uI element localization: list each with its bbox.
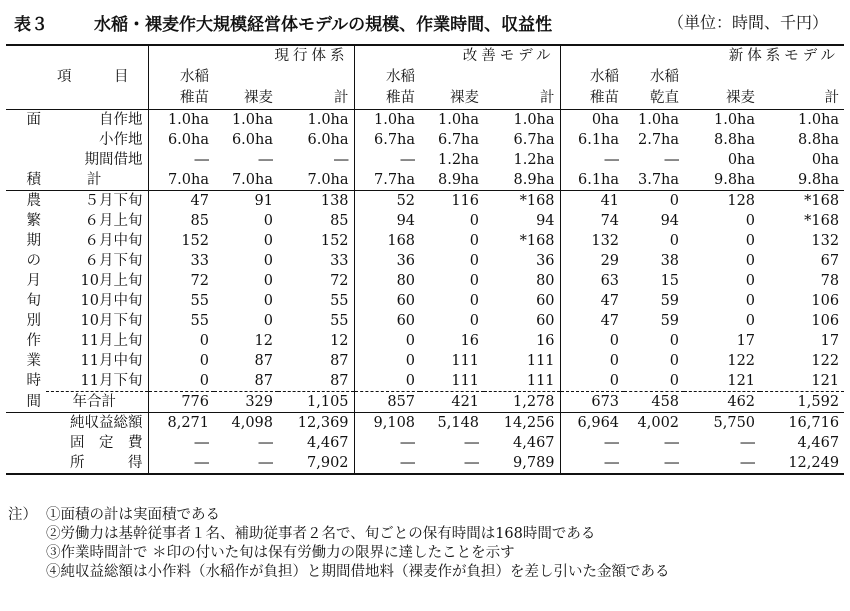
value-cell: 87 — [254, 353, 273, 369]
value-cell: 0 — [263, 213, 273, 229]
category-cell: 農 — [26, 193, 41, 209]
value-cell: 458 — [624, 392, 684, 413]
value-cell: 0 — [745, 233, 756, 249]
value-cell: 36 — [536, 253, 555, 269]
row-label: 10月上旬 — [46, 271, 148, 291]
row-label: 計 — [46, 170, 148, 191]
row-label: ６月中旬 — [46, 231, 148, 251]
value-cell: 0 — [560, 331, 624, 351]
value-cell: 87 — [330, 353, 349, 369]
crop-header-top: 水稲 — [560, 67, 624, 88]
work-hours-row — [6, 271, 844, 291]
value-cell: 1.0ha — [231, 112, 273, 128]
value-cell: 59 — [660, 313, 680, 329]
value-cell: ― — [560, 453, 624, 474]
value-cell: 132 — [811, 233, 840, 249]
value-cell: *168 — [804, 193, 840, 209]
work-hours-row — [6, 311, 844, 331]
work-hours-row — [6, 251, 844, 271]
value-cell: 111 — [526, 373, 555, 389]
value-cell: 80 — [536, 273, 555, 289]
note-4: ④純収益総額は小作料（水稲作が負担）と期間借地料（裸麦作が負担）を差し引いた金額である — [46, 564, 670, 580]
value-cell: 85 — [190, 213, 209, 229]
value-cell: 6.0ha — [231, 132, 273, 148]
value-cell: *168 — [519, 193, 555, 209]
value-cell: 52 — [354, 191, 420, 212]
value-cell: 38 — [660, 253, 680, 269]
value-cell: 7.0ha — [148, 170, 214, 191]
value-cell: 47 — [560, 291, 624, 311]
crop-header-top: 水稲 — [650, 69, 680, 85]
value-cell: 0 — [263, 313, 273, 329]
value-cell: 329 — [214, 392, 278, 413]
value-cell: 55 — [330, 293, 349, 309]
value-cell: 7,902 — [278, 453, 354, 474]
value-cell: 4,002 — [637, 415, 680, 431]
value-cell: 85 — [330, 213, 349, 229]
value-cell: 60 — [354, 311, 420, 331]
value-cell: 16 — [536, 333, 555, 349]
value-cell: ― — [258, 435, 273, 451]
area-row — [6, 130, 844, 150]
note-3: ③作業時間計で ＊印の付いた旬は保有労働力の限界に達したことを示す — [46, 545, 515, 561]
item-header: 項 目 — [6, 45, 148, 110]
work-hours-row — [6, 231, 844, 251]
work-hours-row — [6, 191, 844, 212]
row-label: ６月上旬 — [46, 211, 148, 231]
value-cell: 47 — [560, 311, 624, 331]
value-cell: 116 — [451, 193, 480, 209]
value-cell: ― — [258, 152, 273, 168]
row-label: 11月中旬 — [46, 351, 148, 371]
value-cell: 12 — [330, 333, 349, 349]
area-row — [6, 150, 844, 170]
value-cell: 9.8ha — [684, 170, 760, 191]
value-cell: ― — [194, 152, 209, 168]
value-cell: 17 — [820, 333, 840, 349]
value-cell: 111 — [526, 353, 555, 369]
income-row — [6, 453, 844, 474]
value-cell: 87 — [254, 373, 273, 389]
header-row-1 — [6, 45, 844, 67]
value-cell: 1.0ha — [513, 112, 555, 128]
value-cell: 15 — [660, 273, 680, 289]
income-row — [6, 433, 844, 453]
value-cell: 9.8ha — [760, 170, 844, 191]
category-cell: 間 — [6, 392, 46, 413]
row-label: 固 定 費 — [6, 433, 148, 453]
value-cell: 8.9ha — [484, 170, 560, 191]
value-cell: 1.2ha — [513, 152, 555, 168]
crop-header-top — [484, 67, 560, 88]
work-hours-row — [6, 291, 844, 311]
value-cell: ― — [740, 435, 756, 451]
value-cell: 6.1ha — [560, 170, 624, 191]
value-cell: 33 — [330, 253, 349, 269]
value-cell: 9,789 — [484, 453, 560, 474]
value-cell: 0 — [560, 371, 624, 392]
value-cell: 80 — [354, 271, 420, 291]
notes-lead: 注） — [8, 507, 37, 523]
table-caption: 水稲・裸麦作大規模経営体モデルの規模、作業時間、収益性 — [94, 15, 553, 35]
value-cell: 14,256 — [503, 415, 555, 431]
value-cell: 87 — [330, 373, 349, 389]
value-cell: 6.0ha — [307, 132, 349, 148]
value-cell: 8.9ha — [420, 170, 484, 191]
crop-header-bottom: 裸麦 — [420, 88, 484, 110]
value-cell: 16 — [460, 333, 480, 349]
value-cell: 72 — [190, 273, 209, 289]
value-cell: 1.0ha — [354, 110, 420, 131]
value-cell: 4,098 — [231, 415, 273, 431]
row-label: 小作地 — [46, 130, 148, 150]
category-cell: 作 — [26, 333, 41, 349]
value-cell: 0 — [669, 373, 680, 389]
row-label: ５月下旬 — [46, 191, 148, 212]
crop-header-bottom: 計 — [278, 88, 354, 110]
value-cell: 121 — [811, 373, 840, 389]
value-cell: 0 — [469, 273, 480, 289]
value-cell: 128 — [727, 193, 756, 209]
category-cell: 旬 — [26, 293, 41, 309]
value-cell: 0 — [469, 253, 480, 269]
value-cell: 776 — [148, 392, 214, 413]
value-cell: 1.0ha — [713, 112, 756, 128]
value-cell: 6.7ha — [354, 130, 420, 150]
value-cell: 0 — [354, 371, 420, 392]
value-cell: 0 — [199, 333, 209, 349]
crop-header-top: 水稲 — [180, 69, 209, 85]
value-cell: 17 — [736, 333, 756, 349]
area-row — [6, 170, 844, 191]
value-cell: 121 — [727, 373, 756, 389]
value-cell: 7.0ha — [278, 170, 354, 191]
value-cell: 78 — [820, 273, 840, 289]
value-cell: 111 — [451, 353, 480, 369]
value-cell: 55 — [190, 293, 209, 309]
category-cell: 業 — [26, 353, 41, 369]
value-cell: 55 — [190, 313, 209, 329]
value-cell: 5,148 — [437, 415, 480, 431]
value-cell: 94 — [354, 211, 420, 231]
value-cell: 0ha — [727, 152, 756, 168]
value-cell: 7.7ha — [354, 170, 420, 191]
table-number: 表３ — [14, 15, 48, 35]
value-cell: ― — [194, 435, 209, 451]
value-cell: 0 — [745, 213, 756, 229]
value-cell: 5,750 — [713, 415, 756, 431]
crop-header-bottom: 裸麦 — [684, 88, 760, 110]
value-cell: 2.7ha — [637, 132, 680, 148]
value-cell: 0 — [745, 273, 756, 289]
value-cell: 0 — [669, 333, 680, 349]
annual-total-row — [6, 392, 844, 413]
value-cell: 60 — [536, 313, 555, 329]
category-cell: 繁 — [26, 213, 41, 229]
value-cell: 9,108 — [354, 413, 420, 434]
value-cell: 111 — [451, 373, 480, 389]
value-cell: ― — [560, 433, 624, 453]
value-cell: 0 — [354, 351, 420, 371]
crop-header-top: 水稲 — [354, 67, 420, 88]
table-title — [8, 8, 842, 34]
value-cell: 0 — [745, 253, 756, 269]
value-cell: 1.0ha — [437, 112, 480, 128]
value-cell: 12,369 — [297, 415, 349, 431]
value-cell: 152 — [181, 233, 209, 249]
value-cell: 0 — [263, 253, 273, 269]
row-label: 11月上旬 — [46, 331, 148, 351]
crop-header-top — [420, 67, 484, 88]
row-label: 自作地 — [46, 110, 148, 131]
value-cell: 0 — [199, 373, 209, 389]
value-cell: 67 — [820, 253, 840, 269]
value-cell: ― — [420, 453, 484, 474]
value-cell: 106 — [811, 313, 840, 329]
value-cell: 1.0ha — [637, 112, 680, 128]
value-cell: 673 — [560, 392, 624, 413]
value-cell: 12 — [254, 333, 273, 349]
value-cell: 1,278 — [484, 392, 560, 413]
crop-header-top — [278, 67, 354, 88]
value-cell: 8,271 — [167, 415, 209, 431]
value-cell: *168 — [804, 213, 840, 229]
value-cell: 12,249 — [760, 453, 844, 474]
category-cell: の — [26, 253, 41, 269]
value-cell: 138 — [320, 193, 349, 209]
row-label: 10月中旬 — [46, 291, 148, 311]
value-cell: 36 — [354, 251, 420, 271]
category-cell: 期 — [26, 233, 41, 249]
income-row — [6, 413, 844, 434]
group-header: 現行体系 — [148, 45, 354, 67]
value-cell: 122 — [811, 353, 840, 369]
value-cell: *168 — [519, 233, 555, 249]
value-cell: 168 — [354, 231, 420, 251]
row-label: 期間借地 — [46, 150, 148, 170]
category-cell — [6, 150, 46, 170]
value-cell: 421 — [420, 392, 484, 413]
value-cell: 63 — [560, 271, 624, 291]
value-cell: 60 — [536, 293, 555, 309]
value-cell: 0 — [745, 293, 756, 309]
row-label: 純収益総額 — [6, 413, 148, 434]
work-hours-row — [6, 331, 844, 351]
crop-header-bottom: 稚苗 — [560, 88, 624, 110]
value-cell: 74 — [560, 211, 624, 231]
note-2: ②労働力は基幹従事者１名、補助従事者２名で、旬ごとの保有時間は168時間である — [46, 526, 596, 542]
value-cell: ― — [148, 453, 214, 474]
value-cell: 1,592 — [760, 392, 844, 413]
value-cell: 8.8ha — [713, 132, 756, 148]
value-cell: 94 — [536, 213, 555, 229]
crop-header-bottom: 稚苗 — [354, 88, 420, 110]
value-cell: ― — [664, 435, 680, 451]
value-cell: 1.0ha — [798, 112, 840, 128]
value-cell: 0 — [669, 353, 680, 369]
group-header: 新体系モデル — [560, 45, 844, 67]
value-cell: 91 — [254, 193, 273, 209]
value-cell: 0 — [560, 351, 624, 371]
category-cell: 別 — [26, 313, 41, 329]
value-cell: ― — [214, 453, 278, 474]
value-cell: 6.7ha — [513, 132, 555, 148]
value-cell: 59 — [660, 293, 680, 309]
value-cell: 0ha — [811, 152, 840, 168]
value-cell: ― — [464, 435, 480, 451]
value-cell: 6.7ha — [437, 132, 480, 148]
value-cell: 0 — [354, 331, 420, 351]
value-cell: 8.8ha — [798, 132, 840, 148]
crop-header-top — [214, 67, 278, 88]
value-cell: 16,716 — [788, 415, 840, 431]
work-hours-row — [6, 211, 844, 231]
value-cell: 0 — [263, 273, 273, 289]
value-cell: 47 — [190, 193, 209, 209]
value-cell: ― — [354, 150, 420, 170]
value-cell: 0 — [263, 233, 273, 249]
crop-header-bottom: 計 — [760, 88, 844, 110]
value-cell: 6,964 — [560, 413, 624, 434]
area-row — [6, 110, 844, 131]
value-cell: ― — [334, 152, 349, 168]
crop-header-bottom: 裸麦 — [214, 88, 278, 110]
value-cell: 0 — [199, 353, 209, 369]
category-cell: 積 — [6, 170, 46, 191]
value-cell: 33 — [190, 253, 209, 269]
value-cell: ― — [664, 152, 680, 168]
value-cell: 122 — [727, 353, 756, 369]
value-cell: 0 — [469, 313, 480, 329]
unit-note: （単位：時間、千円） — [667, 13, 828, 32]
work-hours-row — [6, 351, 844, 371]
value-cell: 4,467 — [513, 435, 555, 451]
crop-header-bottom: 乾直 — [624, 88, 684, 110]
value-cell: 0 — [469, 213, 480, 229]
value-cell: 6.0ha — [167, 132, 209, 148]
value-cell: 152 — [320, 233, 349, 249]
value-cell: ― — [560, 150, 624, 170]
value-cell: ― — [354, 453, 420, 474]
row-label: 所 得 — [6, 453, 148, 474]
value-cell: 0 — [263, 293, 273, 309]
group-header: 改善モデル — [354, 45, 560, 67]
data-table — [6, 44, 844, 475]
category-cell — [6, 130, 46, 150]
value-cell: 72 — [330, 273, 349, 289]
value-cell: ― — [684, 453, 760, 474]
value-cell: 1.0ha — [307, 112, 349, 128]
crop-header-top — [684, 67, 760, 88]
row-label: ６月下旬 — [46, 251, 148, 271]
value-cell: 55 — [330, 313, 349, 329]
category-cell: 月 — [26, 273, 41, 289]
value-cell: 4,467 — [307, 435, 349, 451]
work-hours-row — [6, 371, 844, 392]
row-label: 10月下旬 — [46, 311, 148, 331]
value-cell: 0 — [469, 233, 480, 249]
value-cell: 0ha — [560, 110, 624, 131]
value-cell: 1.2ha — [437, 152, 480, 168]
crop-header-bottom: 計 — [484, 88, 560, 110]
value-cell: 0 — [669, 233, 680, 249]
value-cell: 6.1ha — [560, 130, 624, 150]
value-cell: ― — [354, 433, 420, 453]
value-cell: 462 — [684, 392, 760, 413]
value-cell: 7.0ha — [214, 170, 278, 191]
category-cell: 時 — [26, 373, 41, 390]
value-cell: 106 — [811, 293, 840, 309]
value-cell: 4,467 — [797, 435, 840, 451]
value-cell: 29 — [560, 251, 624, 271]
value-cell: 132 — [560, 231, 624, 251]
value-cell: ― — [624, 453, 684, 474]
value-cell: 60 — [354, 291, 420, 311]
note-1: ①面積の計は実面積である — [46, 507, 220, 523]
value-cell: 41 — [560, 191, 624, 212]
row-label: 年合計 — [46, 392, 148, 413]
value-cell: 94 — [660, 213, 680, 229]
value-cell: 0 — [669, 193, 680, 209]
row-label: 11月下旬 — [46, 371, 148, 392]
value-cell: 857 — [354, 392, 420, 413]
value-cell: 1,105 — [278, 392, 354, 413]
value-cell: 0 — [745, 313, 756, 329]
crop-header-bottom: 稚苗 — [148, 88, 214, 110]
value-cell: 1.0ha — [167, 112, 209, 128]
value-cell: 3.7ha — [624, 170, 684, 191]
crop-header-top — [760, 67, 844, 88]
category-cell: 面 — [26, 112, 41, 128]
value-cell: 0 — [469, 293, 480, 309]
